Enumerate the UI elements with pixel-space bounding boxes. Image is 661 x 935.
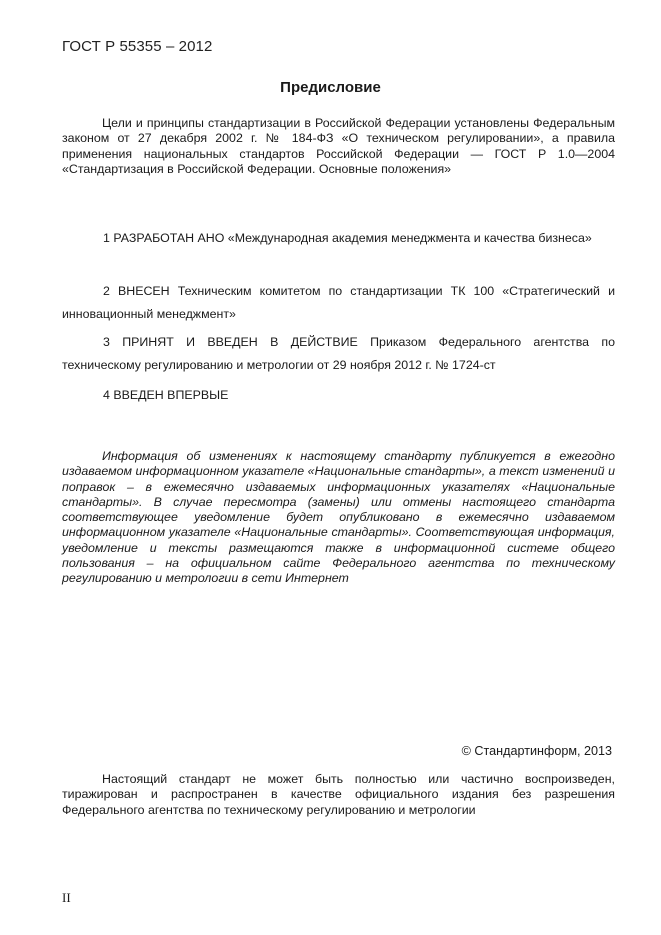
reproduction-notice: Настоящий стандарт не может быть полностью или частично воспроизведен, тиражирован и распространен в качестве официального издания без разрешения Федерального агентства по техническому регулированию и метрологии xyxy=(62,772,615,817)
preface-item-developed: 1 РАЗРАБОТАН АНО «Международная академия менеджмента и качества бизнеса» xyxy=(103,231,592,245)
document-number: ГОСТ Р 55355 – 2012 xyxy=(62,38,213,55)
preface-item-first-introduced: 4 ВВЕДЕН ВПЕРВЫЕ xyxy=(103,388,229,402)
preface-title: Предисловие xyxy=(280,79,381,96)
preface-item-introduced: 2 ВНЕСЕН Техническим комитетом по стандартизации ТК 100 «Стратегический и инновационный менеджмент» xyxy=(62,284,615,321)
preface-intro-paragraph: Цели и принципы стандартизации в Российской Федерации установлены Федеральным законом от 27 декабря 2002 г. № 184-ФЗ «О техническом регулировании», а правила применения национальных стандартов Российской Федерации — ГОСТ Р 1.0—2004 «Стандартизация в Российской Федерации. Основные положения» xyxy=(62,116,615,176)
preface-item-adopted: 3 ПРИНЯТ И ВВЕДЕН В ДЕЙСТВИЕ Приказом Федерального агентства по техническому регулированию и метрологии от 29 ноября 2012 г. № 1724-ст xyxy=(62,335,615,372)
change-information-notice: Информация об изменениях к настоящему стандарту публикуется в ежегодно издаваемом информационном указателе «Национальные стандарты», а текст изменений и поправок – в ежемесячно издаваемых информационных указателях «Национальные стандарты». В случае пересмотра (замены) или отмены настоящего стандарта соответствующее уведомление будет опубликовано в ежемесячно издаваемом информационном указателе «Национальные стандарты». Соответствующая информация, уведомление и тексты размещаются также в информационной системе общего пользования – на официальном сайте Федерального агентства по техническому регулированию и метрологии в сети Интернет xyxy=(62,449,615,586)
copyright-line: © Стандартинформ, 2013 xyxy=(461,744,612,758)
page-number: II xyxy=(62,890,71,905)
